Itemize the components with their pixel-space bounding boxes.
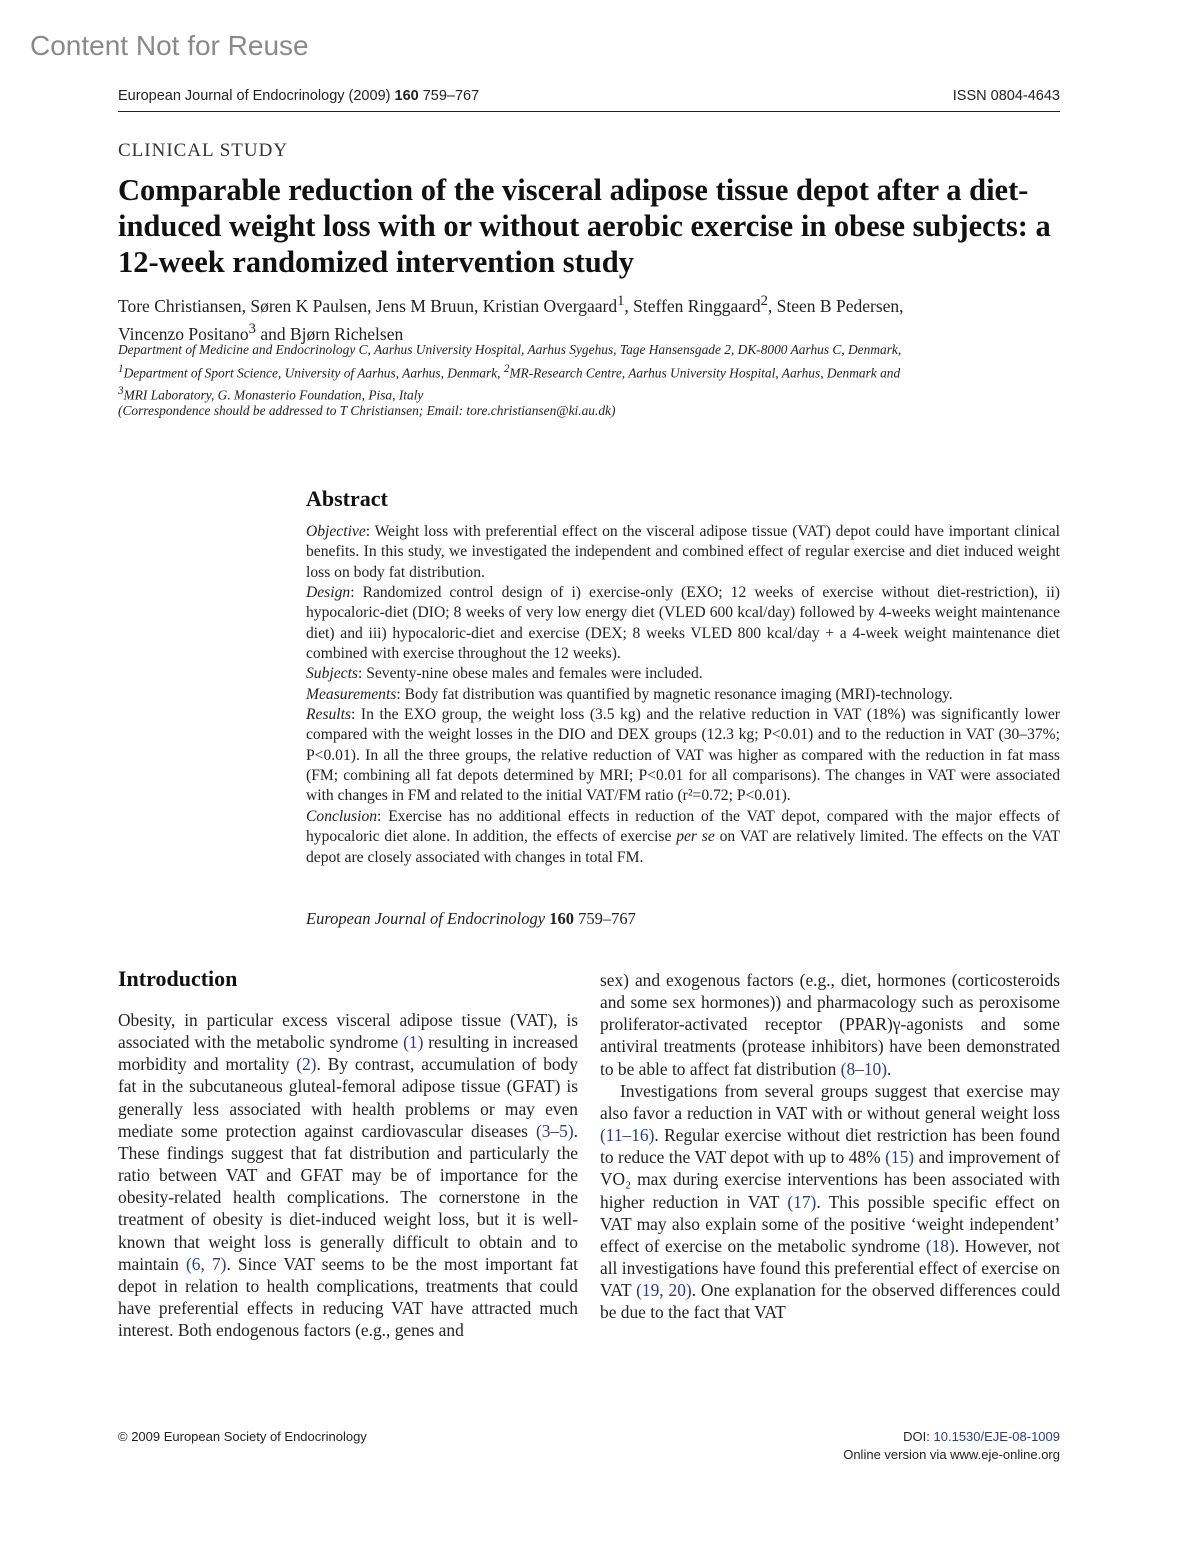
affiliation-line: Department of Sport Science, University of Aarhus, Aarhus, Denmark,: [123, 364, 504, 380]
body-text: .: [887, 1058, 892, 1079]
affiliation-marker: 1: [617, 293, 625, 309]
body-paragraph: [118, 1009, 578, 1341]
watermark: Content Not for Reuse: [30, 30, 309, 61]
body-text: sex) and exogenous factors (e.g., diet, hormones (corticosteroids and some sex hormones)) and pharmacology such as peroxisome proliferator-activated receptor (PPAR)γ-agonists and some antiviral treatments (protease inhibitors) have been demonstrated to be able to affect fat distribution: [600, 970, 1060, 1079]
affiliation-marker: 2: [760, 293, 768, 309]
journal-volume: 160: [394, 88, 419, 104]
body-text: . This possible specific effect on VAT may also explain some of the positive ‘weight independent’ effect of exercise on the metabolic syndrome: [600, 1191, 1060, 1256]
reference-link[interactable]: (11–16): [600, 1125, 655, 1146]
abstract-design: [306, 583, 1060, 664]
abstract-results: [306, 705, 1060, 807]
authors-part: , Steen B Pedersen,: [767, 295, 904, 316]
body-text: . One explanation for the observed differences could be due to the fact that VAT: [600, 1280, 1061, 1323]
reference-link[interactable]: (18): [925, 1235, 955, 1256]
body-text: Obesity, in particular excess visceral adipose tissue (VAT), is associated with the metabolic syndrome: [118, 1010, 578, 1053]
correspondence-note: (Correspondence should be addressed to T Christiansen; Email: tore.christiansen@ki.au.dk): [118, 403, 616, 418]
abstract-body: [306, 522, 1060, 868]
reference-link[interactable]: (19, 20): [636, 1280, 692, 1301]
section-label: CLINICAL STUDY: [118, 140, 289, 161]
reference-link[interactable]: (2): [296, 1054, 317, 1075]
reference-link[interactable]: (15): [885, 1147, 915, 1168]
body-text: and improvement of VO₂ max during exercise interventions has been associated with higher reduction in VAT: [600, 1147, 1061, 1212]
affiliation-marker: 1: [118, 362, 124, 375]
authors-part: Tore Christiansen, Søren K Paulsen, Jens M Bruun, Kristian Overgaard: [118, 295, 618, 316]
body-paragraph: [600, 1080, 1060, 1324]
affiliation-marker: 3: [248, 320, 256, 337]
citation-journal: European Journal of Endocrinology: [306, 909, 546, 928]
doi-link[interactable]: 10.1530/EJE-08-1009: [933, 1429, 1060, 1444]
body-text: . However, not all investigations have found this preferential effect of exercise on VAT: [600, 1235, 1060, 1301]
citation-volume: 160: [549, 909, 574, 928]
abstract-section-label: Measurements: [306, 685, 397, 703]
affiliations: [118, 341, 1068, 405]
reference-link[interactable]: (3–5): [535, 1120, 574, 1141]
abstract-citation: [306, 909, 636, 929]
journal-pages: 759–767: [422, 88, 480, 104]
body-paragraph: [600, 969, 1060, 1080]
reference-link[interactable]: (17): [787, 1191, 817, 1212]
journal-name-year: European Journal of Endocrinology (2009): [118, 88, 391, 104]
abstract-text: : Seventy-nine obese males and females were included.: [357, 665, 703, 683]
reference-link[interactable]: (1): [403, 1032, 424, 1053]
abstract-section-label: Results: [306, 706, 352, 724]
body-column-left: [118, 1009, 578, 1341]
issn: ISSN 0804-4643: [952, 88, 1060, 104]
body-text: . Regular exercise without diet restriction has been found to reduce the VAT depot with up to 48%: [600, 1125, 1060, 1168]
body-text: . Since VAT seems to be the most important fat depot in relation to health complications, treatments that could have preferential effects in reducing VAT have attracted much interest. Both endogenous factors (e.g., genes and: [118, 1253, 578, 1341]
abstract-conclusion: [306, 807, 1060, 868]
abstract-subjects: [306, 664, 1060, 684]
body-column-right: [600, 969, 1060, 1324]
running-header: [118, 88, 1060, 104]
footer-copyright: © 2009 European Society of Endocrinology: [118, 1429, 367, 1444]
body-text: . By contrast, accumulation of body fat in the subcutaneous gluteal-femoral adipose tissue (GFAT) is generally less associated with health problems or may even mediate some protection against cardiovascular diseases: [118, 1054, 578, 1141]
abstract-text: on VAT are relatively limited. The effects on the VAT depot are closely associated with changes in total FM.: [306, 828, 1060, 866]
footer-online-version: Online version via www.eje-online.org: [843, 1447, 1060, 1462]
abstract-italic-term: per se: [676, 828, 715, 846]
abstract-text: : Weight loss with preferential effect on the visceral adipose tissue (VAT) depot could have important clinical benefits. In this study, we investigated the independent and combined effect of regular exercise and diet induced weight loss on body fat distribution.: [306, 523, 1060, 581]
abstract-text: : Exercise has no additional effects in reduction of the VAT depot, compared with the major effects of hypocaloric diet alone. In addition, the effects of exercise: [306, 807, 1060, 846]
abstract-text: : In the EXO group, the weight loss (3.5 kg) and the relative reduction in VAT (18%) was significantly lower compared with the weight losses in the DIO and DEX groups (12.3 kg; P<0.01) and to the reduction in VAT (30–37%; P<0.01). In all the three groups, the relative reduction of VAT was higher as compared with the reduction in fat mass (FM; combining all fat depots determined by MRI; P<0.01 for all comparisons). The changes in VAT were associated with changes in FM and related to the initial VAT/FM ratio (r²=0.72; P<0.01).: [306, 706, 1060, 805]
affiliation-marker: 2: [503, 362, 510, 375]
affiliation-marker: 3: [118, 385, 124, 398]
abstract-section-label: Conclusion: [306, 807, 378, 825]
journal-citation: [118, 88, 479, 104]
body-text: Investigations from several groups suggest that exercise may also favor a reduction in VAT with or without general weight loss: [600, 1080, 1060, 1123]
abstract-objective: [306, 522, 1060, 583]
reference-link[interactable]: (8–10): [840, 1058, 888, 1079]
abstract-section-label: Objective: [306, 523, 366, 540]
body-text: . These findings suggest that fat distribution and particularly the ratio between VAT and GFAT may be of importance for the obesity-related health complications. The cornerstone in the treatment of obesity is diet-induced weight loss, but it is well-known that weight loss is generally difficult to obtain and to maintain: [118, 1120, 578, 1274]
authors-part: , Steffen Ringgaard: [624, 295, 761, 316]
abstract-section-label: Subjects: [306, 665, 358, 683]
header-rule: [118, 111, 1060, 112]
authors-part: Vincenzo Positano: [118, 323, 249, 344]
abstract-text: : Randomized control design of i) exercise-only (EXO; 12 weeks of exercise without diet-restriction), ii) hypocaloric-diet (DIO; 8 weeks of very low energy diet (VLED 600 kcal/day) followed by 4-weeks weight maintenance diet) and iii) hypocaloric-diet and exercise (DEX; 8 weeks VLED 800 kcal/day + a 4-week weight maintenance diet combined with exercise throughout the 12 weeks).: [306, 584, 1060, 663]
citation-pages: 759–767: [578, 909, 636, 928]
article-title: Comparable reduction of the visceral adipose tissue depot after a diet-induced weight loss with or without aerobic exercise in obese subjects: a 12-week randomized intervention study: [118, 173, 1051, 279]
introduction-heading: Introduction: [118, 966, 238, 991]
abstract-section-label: Design: [306, 584, 351, 602]
doi-label: DOI:: [903, 1429, 934, 1444]
abstract-heading: Abstract: [306, 486, 388, 511]
authors-part: and Bjørn Richelsen: [255, 323, 404, 344]
abstract-text: : Body fat distribution was quantified by magnetic resonance imaging (MRI)-technology.: [396, 685, 953, 703]
abstract-measurements: [306, 685, 1060, 705]
affiliation-line: MRI Laboratory, G. Monasterio Foundation, Pisa, Italy: [123, 387, 424, 403]
affiliation-line: Department of Medicine and Endocrinology C, Aarhus University Hospital, Aarhus Sygehus, Tage Hansensgade 2, DK-8000 Aarhus C, Denmark,: [118, 342, 902, 357]
footer-doi: [903, 1429, 1060, 1444]
reference-link[interactable]: (6, 7): [185, 1253, 227, 1274]
body-text: resulting in increased morbidity and mortality: [118, 1032, 578, 1075]
affiliation-line: MR-Research Centre, Aarhus University Hospital, Aarhus, Denmark and: [509, 364, 901, 380]
author-list: [118, 290, 1068, 346]
